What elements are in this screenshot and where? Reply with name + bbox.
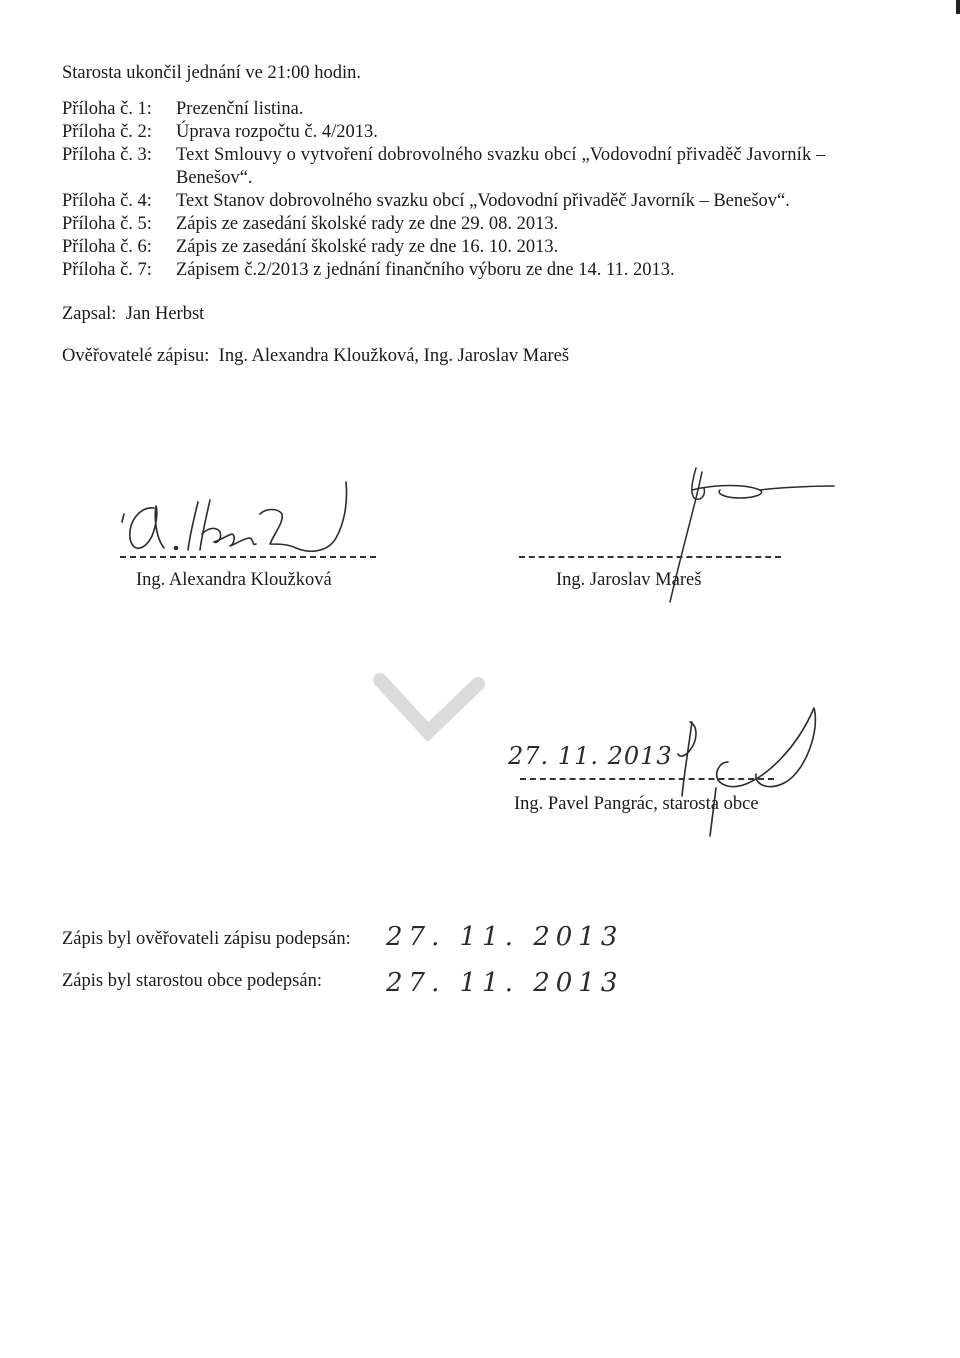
scan-artifact — [376, 672, 486, 752]
mayor-signed-date: 27. 11. 2013 — [386, 968, 624, 998]
attachment-text: Zápis ze zasedání školské rady ze dne 16. 10. 2013. — [176, 237, 559, 257]
verifiers-signed-label: Zápis byl ověřovateli zápisu podepsán: — [62, 929, 351, 949]
attachment-label: Příloha č. 7: — [62, 260, 152, 280]
attachment-text: Prezenční listina. — [176, 99, 304, 119]
verifiers-signed-date: 27. 11. 2013 — [386, 922, 624, 952]
attachment-text-continued: Benešov“. — [176, 168, 253, 188]
attachment-text: Zápisem č.2/2013 z jednání finančního výboru ze dne 14. 11. 2013. — [176, 260, 675, 280]
attachment-label: Příloha č. 5: — [62, 214, 152, 234]
attachment-label: Příloha č. 6: — [62, 237, 152, 257]
signer-name: Ing. Alexandra Kloužková — [136, 570, 332, 590]
attachment-text: Zápis ze zasedání školské rady ze dne 29. 08. 2013. — [176, 214, 559, 234]
recorder-line: Zapsal: Jan Herbst — [62, 304, 205, 324]
mayor-name: Ing. Pavel Pangrác, starosta obce — [514, 794, 759, 814]
mayor-signed-label: Zápis byl starostou obce podepsán: — [62, 971, 322, 991]
attachment-label: Příloha č. 4: — [62, 191, 152, 211]
signature-line — [520, 778, 774, 780]
signer-name: Ing. Jaroslav Mareš — [556, 570, 702, 590]
signature-line — [519, 556, 781, 558]
attachment-text: Text Stanov dobrovolného svazku obcí „Vodovodní přivaděč Javorník – Benešov“. — [176, 191, 790, 211]
verifiers-line: Ověřovatelé zápisu: Ing. Alexandra Kloužková, Ing. Jaroslav Mareš — [62, 346, 570, 366]
scan-edge-mark — [956, 0, 960, 14]
handwritten-date: 27. 11. 2013 — [508, 742, 673, 770]
signature-line — [120, 556, 376, 558]
attachment-label: Příloha č. 3: — [62, 145, 152, 165]
attachment-label: Příloha č. 1: — [62, 99, 152, 119]
signature-kloužková — [110, 478, 370, 568]
attachment-text: Úprava rozpočtu č. 4/2013. — [176, 122, 378, 142]
attachment-label: Příloha č. 2: — [62, 122, 152, 142]
signature-pangrac — [656, 700, 836, 840]
closing-line: Starosta ukončil jednání ve 21:00 hodin. — [62, 63, 362, 83]
attachment-text: Text Smlouvy o vytvoření dobrovolného svazku obcí „Vodovodní přivaděč Javorník – — [176, 145, 826, 165]
